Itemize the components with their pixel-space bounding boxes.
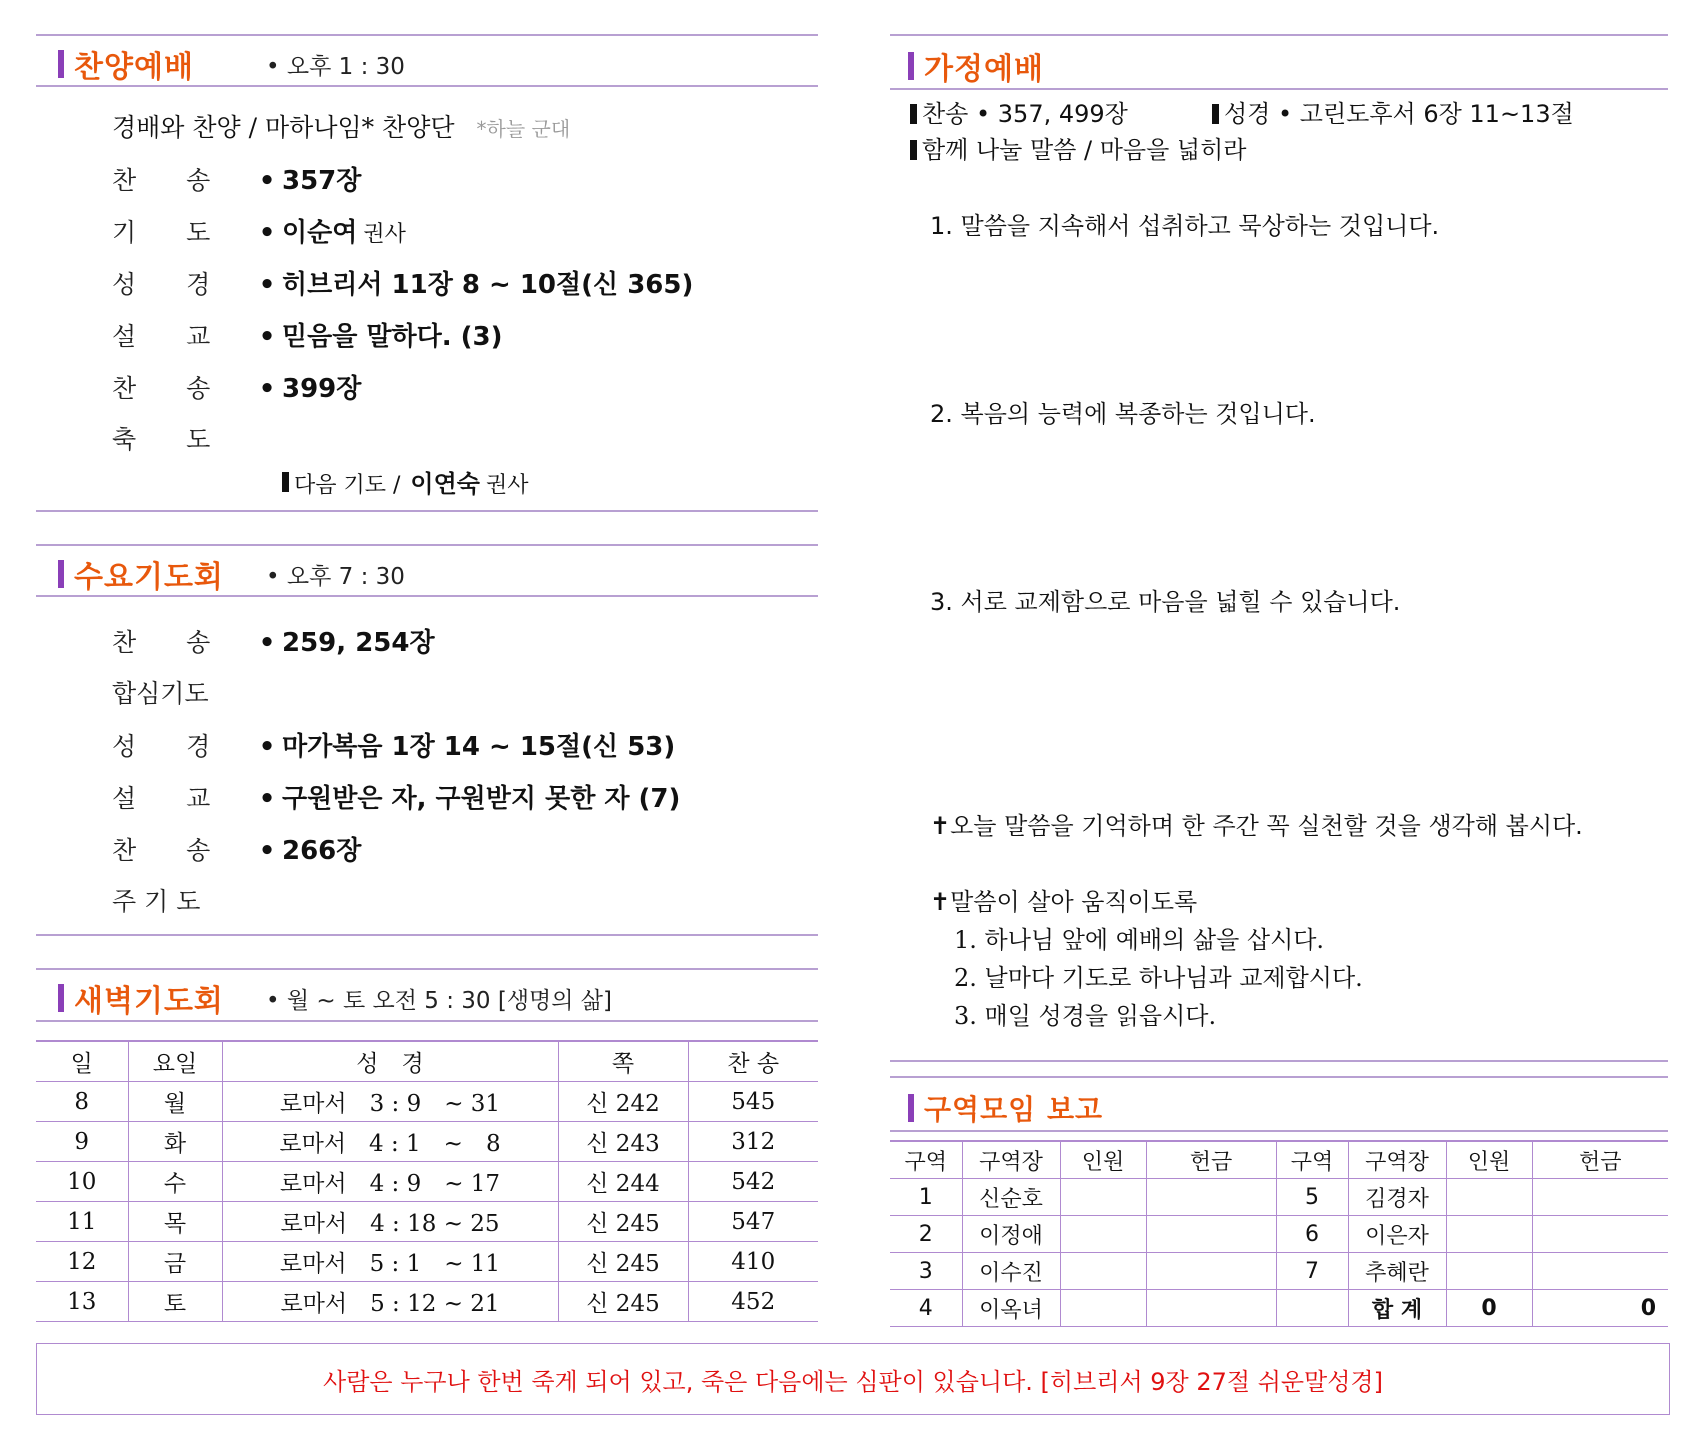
table-cell: [1446, 1253, 1532, 1290]
divider: [890, 34, 1668, 36]
table-cell: 화: [128, 1122, 222, 1162]
table-cell: 김경자: [1348, 1179, 1446, 1216]
column-header: 찬 송: [688, 1041, 818, 1082]
praise-row: 축 도: [112, 425, 211, 454]
divider: [36, 1020, 818, 1022]
family-point: 3. 서로 교제함으로 마음을 넓힐 수 있습니다.: [930, 588, 1401, 616]
dawn-title: 새벽기도회: [58, 976, 224, 1020]
column-header: 인원: [1060, 1141, 1146, 1179]
table-cell: [1446, 1216, 1532, 1253]
divider: [890, 1130, 1668, 1132]
divider: [890, 1060, 1668, 1062]
table-row: [890, 1216, 1668, 1253]
table-row: [36, 1162, 818, 1202]
table-cell: 2: [890, 1216, 962, 1253]
table-cell: 신 245: [558, 1242, 688, 1282]
praise-row: 성 경 • 히브리서 11장 8 ~ 10절(신 365): [112, 270, 694, 300]
column-header: 구역: [1276, 1141, 1348, 1179]
table-cell: 로마서 5 : 1 ~ 11: [222, 1242, 558, 1282]
table-row: [890, 1179, 1668, 1216]
wednesday-row: 합심기도: [112, 679, 209, 708]
table-row: [36, 1282, 818, 1322]
table-cell: 로마서 3 : 9 ~ 31: [222, 1082, 558, 1122]
table-cell: 로마서 4 : 9 ~ 17: [222, 1162, 558, 1202]
divider: [36, 934, 818, 936]
cell-group-report-table: [890, 1140, 1668, 1327]
table-cell: 신 245: [558, 1202, 688, 1242]
table-cell: [1146, 1290, 1276, 1327]
title-bar-icon: [908, 52, 914, 80]
table-cell: 이수진: [962, 1253, 1060, 1290]
table-row: [890, 1290, 1668, 1327]
footer-verse: 사람은 누구나 한번 죽게 되어 있고, 죽은 다음에는 심판이 있습니다. [히브리서 9장 27절 쉬운말성경]: [36, 1343, 1670, 1415]
table-cell: 추혜란: [1348, 1253, 1446, 1290]
square-bullet-icon: [910, 104, 917, 124]
column-header: 인원: [1446, 1141, 1532, 1179]
table-cell: 312: [688, 1122, 818, 1162]
report-title: 구역모임 보고: [908, 1088, 1103, 1128]
praise-row: 설 교 • 믿음을 말하다. (3): [112, 322, 503, 352]
column-header: 요일: [128, 1041, 222, 1082]
living-item: 3. 매일 성경을 읽읍시다.: [954, 1002, 1217, 1030]
table-cell: 8: [36, 1082, 128, 1122]
column-header: 성 경: [222, 1041, 558, 1082]
divider: [36, 544, 818, 546]
table-cell: [1060, 1253, 1146, 1290]
table-cell: 신 242: [558, 1082, 688, 1122]
table-cell: 542: [688, 1162, 818, 1202]
column-header: 구역: [890, 1141, 962, 1179]
divider: [890, 1076, 1668, 1078]
family-point: 2. 복음의 능력에 복종하는 것입니다.: [930, 400, 1316, 428]
table-cell: 로마서 5 : 12 ~ 21: [222, 1282, 558, 1322]
table-cell: 월: [128, 1082, 222, 1122]
divider: [36, 510, 818, 512]
table-cell: [1060, 1179, 1146, 1216]
wednesday-row: 찬 송 • 266장: [112, 836, 362, 866]
table-header-row: [890, 1141, 1668, 1179]
table-cell: [1060, 1290, 1146, 1327]
wednesday-row: 성 경 • 마가복음 1장 14 ~ 15절(신 53): [112, 732, 676, 762]
table-header-row: [36, 1041, 818, 1082]
table-cell: 13: [36, 1282, 128, 1322]
praise-intro: 경배와 찬양 / 마하나임* 찬양단 *하늘 군대: [112, 113, 571, 142]
dawn-schedule-table: [36, 1040, 818, 1322]
table-cell: [1532, 1216, 1668, 1253]
table-cell: 토: [128, 1282, 222, 1322]
table-cell: 410: [688, 1242, 818, 1282]
table-cell: [1446, 1179, 1532, 1216]
praise-time: • 오후 1 : 30: [266, 54, 405, 80]
table-cell: 6: [1276, 1216, 1348, 1253]
title-bar-icon: [58, 50, 64, 78]
title-bar-icon: [908, 1094, 914, 1122]
table-cell: 금: [128, 1242, 222, 1282]
column-header: 구역장: [1348, 1141, 1446, 1179]
table-cell: [1146, 1179, 1276, 1216]
table-cell: 9: [36, 1122, 128, 1162]
family-reflect: ✝오늘 말씀을 기억하며 한 주간 꼭 실천할 것을 생각해 봅시다.: [930, 812, 1583, 840]
divider: [36, 595, 818, 597]
table-cell: 10: [36, 1162, 128, 1202]
table-cell: 4: [890, 1290, 962, 1327]
table-row: [890, 1253, 1668, 1290]
table-cell: 신 243: [558, 1122, 688, 1162]
table-row: [36, 1242, 818, 1282]
table-cell: 이은자: [1348, 1216, 1446, 1253]
column-header: 쪽: [558, 1041, 688, 1082]
praise-title: 찬양예배: [58, 42, 194, 86]
wednesday-row: 찬 송 • 259, 254장: [112, 628, 435, 658]
divider: [890, 88, 1668, 90]
table-cell: 이옥녀: [962, 1290, 1060, 1327]
table-cell: 목: [128, 1202, 222, 1242]
table-cell: [1532, 1179, 1668, 1216]
praise-row: 기 도 • 이순여 권사: [112, 218, 406, 248]
table-cell: 신 244: [558, 1162, 688, 1202]
living-item: 2. 날마다 기도로 하나님과 교제합시다.: [954, 964, 1363, 992]
table-cell: [1532, 1253, 1668, 1290]
table-cell: 545: [688, 1082, 818, 1122]
total-label: 합 계: [1348, 1290, 1446, 1327]
table-cell: [1146, 1253, 1276, 1290]
table-cell: 로마서 4 : 1 ~ 8: [222, 1122, 558, 1162]
title-bar-icon: [58, 984, 64, 1012]
column-header: 헌금: [1532, 1141, 1668, 1179]
table-row: [36, 1202, 818, 1242]
table-cell: 7: [1276, 1253, 1348, 1290]
table-row: [36, 1122, 818, 1162]
family-share: 함께 나눌 말씀 / 마음을 넓히라: [910, 130, 1246, 165]
square-bullet-icon: [1212, 104, 1219, 124]
total-offering: 0: [1532, 1290, 1668, 1327]
family-point: 1. 말씀을 지속해서 섭취하고 묵상하는 것입니다.: [930, 212, 1440, 240]
column-header: 일: [36, 1041, 128, 1082]
table-cell: 1: [890, 1179, 962, 1216]
table-cell: 5: [1276, 1179, 1348, 1216]
table-cell: 수: [128, 1162, 222, 1202]
living-item: 1. 하나님 앞에 예배의 삶을 삽시다.: [954, 926, 1325, 954]
wednesday-row: 주 기 도: [112, 887, 201, 916]
table-cell: 이정애: [962, 1216, 1060, 1253]
family-title: 가정예배: [908, 44, 1044, 88]
table-cell: [1060, 1216, 1146, 1253]
wednesday-title: 수요기도회: [58, 552, 224, 596]
table-cell: [1146, 1216, 1276, 1253]
family-hymn: 찬송 • 357, 499장: [910, 94, 1128, 129]
praise-row: 찬 송 • 357장: [112, 166, 362, 196]
table-cell: 로마서 4 : 18 ~ 25: [222, 1202, 558, 1242]
divider: [36, 85, 818, 87]
column-header: 구역장: [962, 1141, 1060, 1179]
living-title: ✝말씀이 살아 움직이도록: [930, 888, 1198, 916]
table-cell: 3: [890, 1253, 962, 1290]
table-cell: 547: [688, 1202, 818, 1242]
dawn-time: • 월 ~ 토 오전 5 : 30 [생명의 삶]: [266, 988, 612, 1014]
table-cell: 12: [36, 1242, 128, 1282]
table-cell: 신순호: [962, 1179, 1060, 1216]
column-header: 헌금: [1146, 1141, 1276, 1179]
table-cell: 11: [36, 1202, 128, 1242]
praise-row: 찬 송 • 399장: [112, 374, 362, 404]
square-bullet-icon: [910, 140, 917, 160]
wednesday-row: 설 교 • 구원받은 자, 구원받지 못한 자 (7): [112, 784, 681, 814]
total-count: 0: [1446, 1290, 1532, 1327]
divider: [36, 34, 818, 36]
next-prayer: 다음 기도 / 이연숙 권사: [282, 464, 529, 499]
divider: [36, 968, 818, 970]
title-bar-icon: [58, 560, 64, 588]
table-cell: 452: [688, 1282, 818, 1322]
table-cell: 신 245: [558, 1282, 688, 1322]
table-row: [36, 1082, 818, 1122]
wednesday-time: • 오후 7 : 30: [266, 564, 405, 590]
table-cell: [1276, 1290, 1348, 1327]
family-scripture: 성경 • 고린도후서 6장 11~13절: [1212, 94, 1574, 129]
square-bullet-icon: [282, 472, 289, 492]
